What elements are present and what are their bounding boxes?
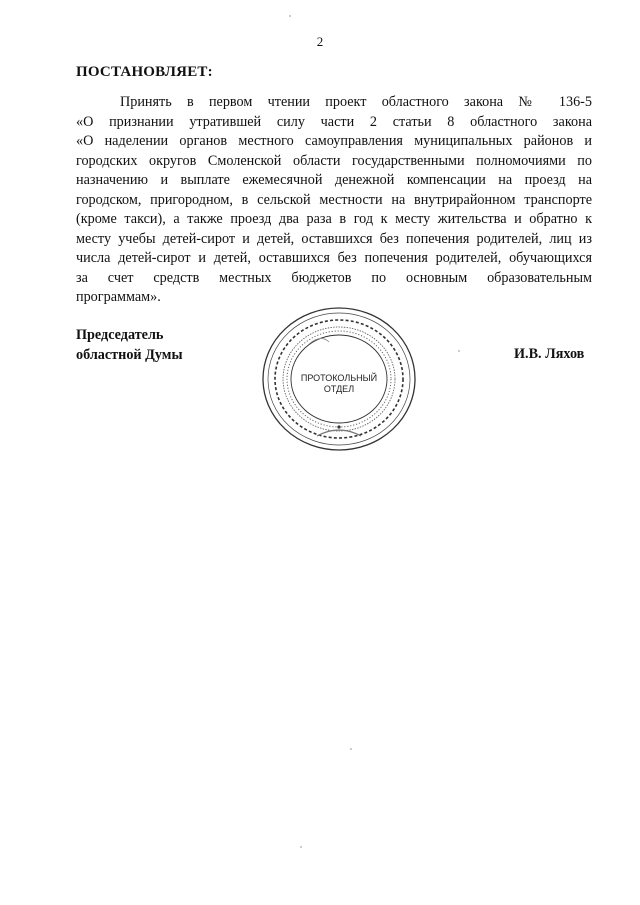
signatory-title-line: областной Думы (76, 346, 183, 363)
body-line: (кроме такси), а также проезд два раза в год к месту жительства и обратно к (76, 211, 592, 227)
page-number: 2 (316, 34, 324, 49)
resolution-heading: ПОСТАНОВЛЯЕТ: (76, 64, 213, 80)
body-line: за счет средств местных бюджетов по основным образовательным (76, 269, 592, 286)
scan-speck (300, 846, 302, 848)
scan-speck (458, 350, 460, 352)
body-line: месту учебы детей-сирот и детей, оставшихся без попечения родителей, лиц из (76, 230, 592, 247)
signatory-title (76, 326, 183, 365)
scan-speck (350, 748, 352, 750)
seal-graphic (259, 304, 419, 454)
signatory-name: И.В. Ляхов (514, 346, 585, 362)
seal-center-line: ПРОТОКОЛЬНЫЙ (300, 373, 378, 383)
body-line: городском, пригородном, в сельской местности на внутрирайонном транспорте (76, 191, 592, 208)
resolution-body (76, 93, 592, 308)
body-line: «О наделении органов местного самоуправления муниципальных районов и (76, 133, 592, 149)
body-line: «О признании утратившей силу части 2 статьи 8 областного закона (76, 113, 592, 130)
body-line: числа детей-сирот и детей, оставшихся без попечения родителей, обучающихся (76, 250, 592, 266)
body-line: городских округов Смоленской области государственными полномочиями по (76, 152, 592, 169)
signatory-title-line: Председатель (76, 327, 164, 343)
seal-center-line: ОТДЕЛ (323, 384, 355, 394)
official-seal (259, 304, 419, 454)
body-line: программам». (76, 289, 161, 305)
body-line: назначению и выплате ежемесячной денежной компенсации на проезд на (76, 172, 592, 188)
scan-speck (289, 15, 291, 17)
body-line: Принять в первом чтении проект областного закона № 136-5 (120, 94, 592, 110)
